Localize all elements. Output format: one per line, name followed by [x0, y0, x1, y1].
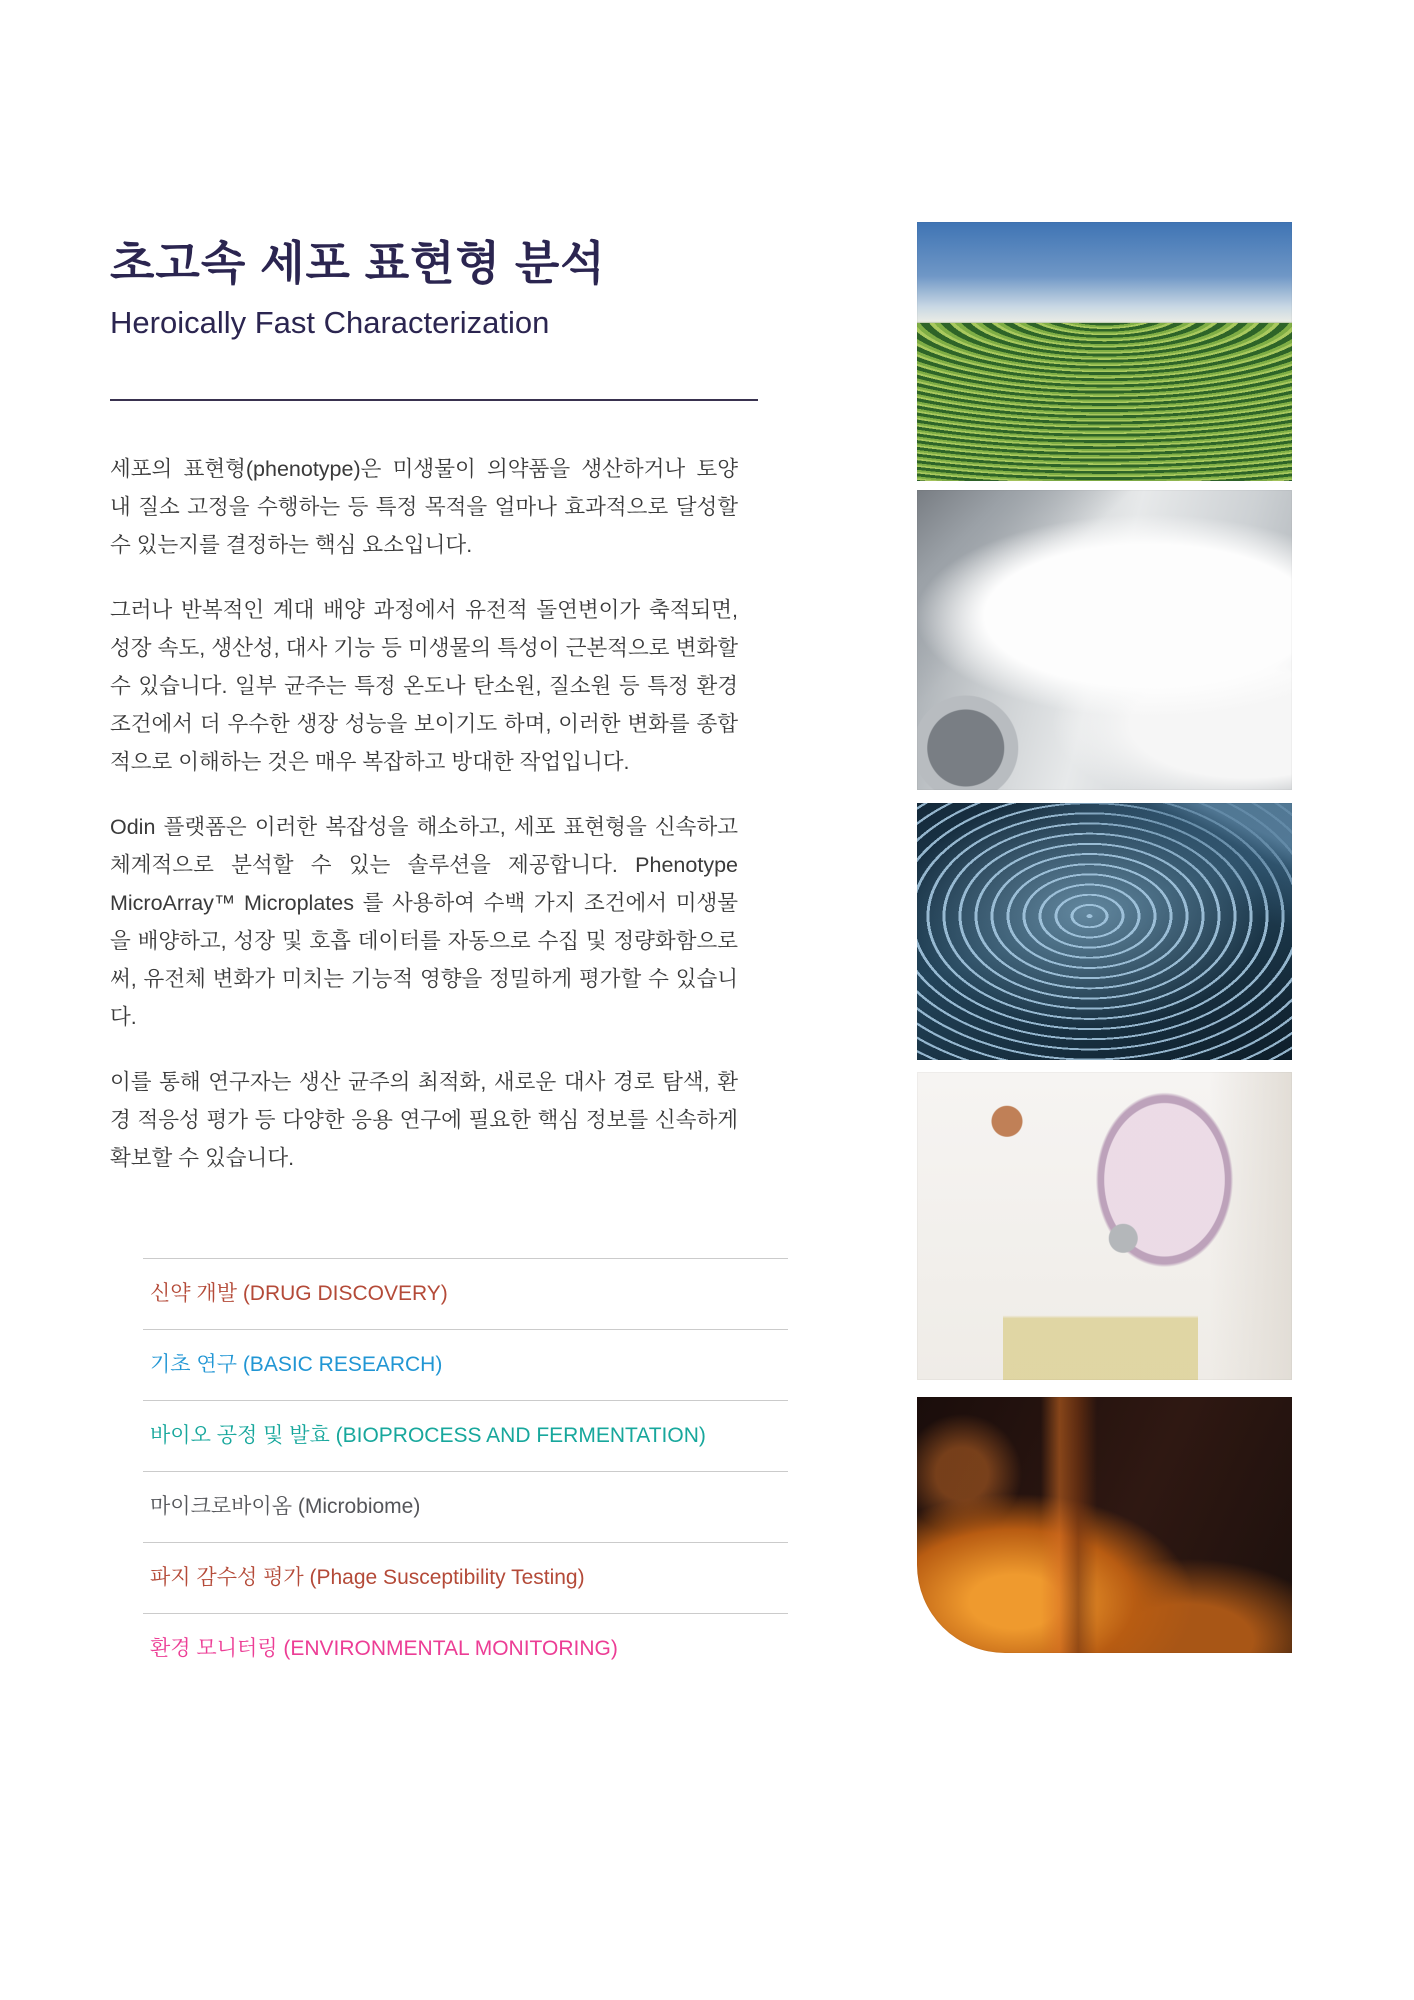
- perfume-bottles-photo: [917, 1072, 1292, 1380]
- applications-list: [143, 1258, 788, 1684]
- intro-paragraph-3: Odin 플랫폼은 이러한 복잡성을 해소하고, 세포 표현형을 신속하고 체계적으로 분석할 수 있는 솔루션을 제공합니다. Phenotype MicroArray™ Microplates 를 사용하여 수백 가지 조건에서 미생물을 배양하고, 성장 및 호흡 데이터를 자동으로 수집 및 정량화함으로써, 유전체 변화가 미치는 기능적 영향을 정밀하게 평가할 수 있습니다.: [110, 815, 738, 1029]
- page-title-korean: 초고속 세포 표현형 분석: [110, 237, 606, 289]
- application-item-2[interactable]: 기초 연구 (BASIC RESEARCH): [143, 1329, 788, 1400]
- farm-field-photo: [917, 222, 1292, 481]
- intro-paragraphs: [110, 450, 738, 1204]
- intro-paragraph-2: 그러나 반복적인 계대 배양 과정에서 유전적 돌연변이가 축적되면, 성장 속도, 생산성, 대사 기능 등 미생물의 특성이 근본적으로 변화할 수 있습니다. 일부 균주는 특정 온도나 탄소원, 질소원 등 특정 환경 조건에서 더 우수한 생장 성능을 보이기도 하며, 이러한 변화를 종합적으로 이해하는 것은 매우 복잡하고 방대한 작업입니다.: [110, 598, 738, 774]
- application-item-1[interactable]: 신약 개발 (DRUG DISCOVERY): [143, 1258, 788, 1329]
- page-title-english: Heroically Fast Characterization: [110, 305, 550, 340]
- tablet-production-photo: [917, 490, 1292, 790]
- application-item-5[interactable]: 파지 감수성 평가 (Phage Susceptibility Testing): [143, 1542, 788, 1613]
- application-item-6[interactable]: 환경 모니터링 (ENVIRONMENTAL MONITORING): [143, 1613, 788, 1684]
- steel-bowls-photo: [917, 803, 1292, 1060]
- copper-distillery-photo: [917, 1397, 1292, 1653]
- title-divider: [110, 399, 758, 401]
- intro-paragraph-1: 세포의 표현형(phenotype)은 미생물이 의약품을 생산하거나 토양 내 질소 고정을 수행하는 등 특정 목적을 얼마나 효과적으로 달성할 수 있는지를 결정하는 핵심 요소입니다.: [110, 457, 738, 557]
- application-item-4[interactable]: 마이크로바이옴 (Microbiome): [143, 1471, 788, 1542]
- intro-paragraph-4: 이를 통해 연구자는 생산 균주의 최적화, 새로운 대사 경로 탐색, 환경 적응성 평가 등 다양한 응용 연구에 필요한 핵심 정보를 신속하게 확보할 수 있습니다.: [110, 1070, 738, 1170]
- application-item-3[interactable]: 바이오 공정 및 발효 (BIOPROCESS AND FERMENTATION): [143, 1400, 788, 1471]
